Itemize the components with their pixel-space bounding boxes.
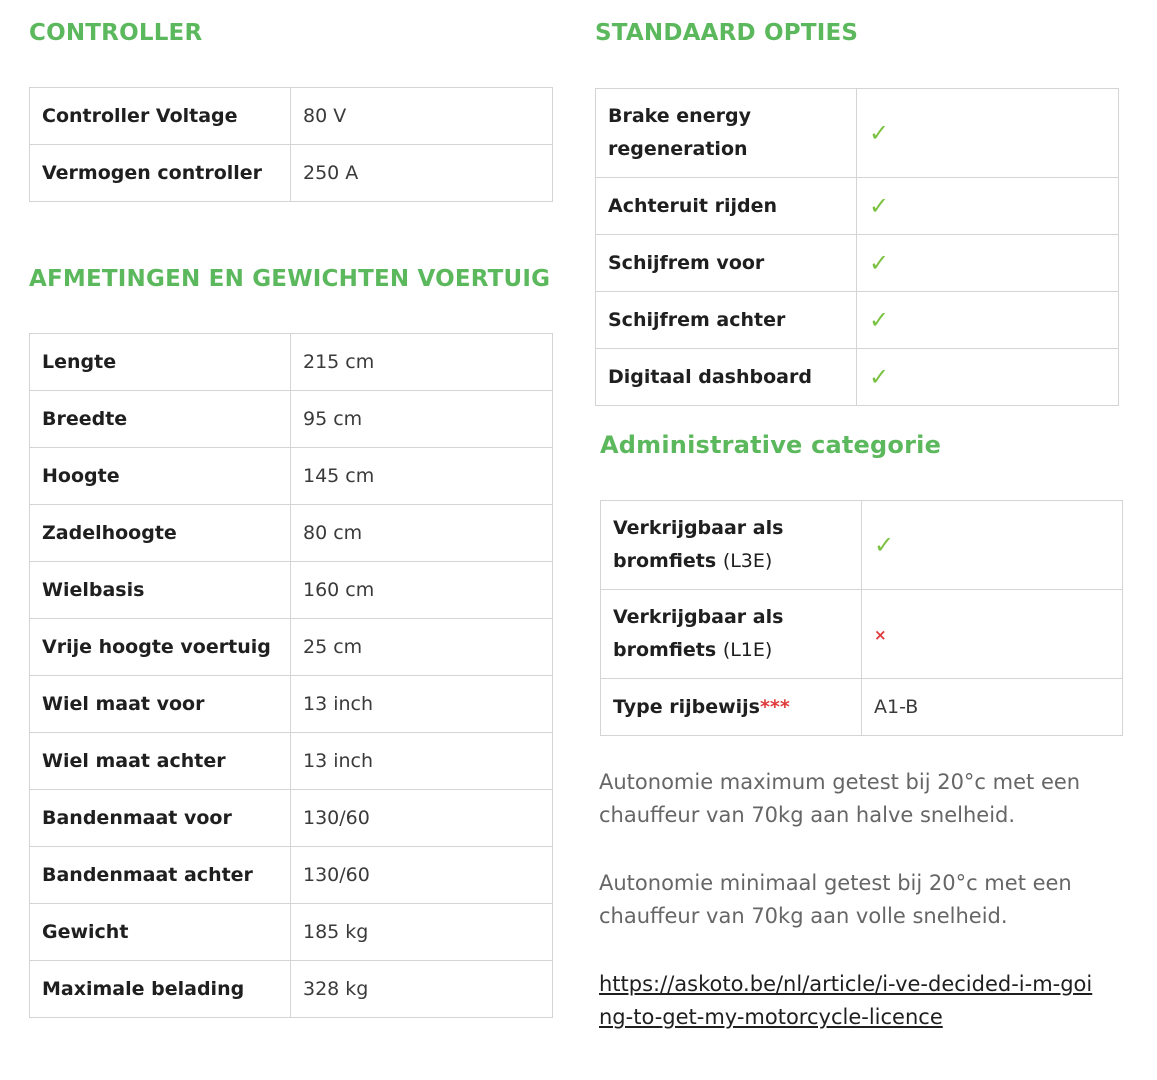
table-row xyxy=(30,88,553,145)
spec-value: 13 inch xyxy=(291,676,553,733)
checkmark-icon: ✓ xyxy=(869,363,890,391)
spec-value xyxy=(862,590,1123,679)
dimensions-table xyxy=(29,333,553,1018)
dimensions-heading: AFMETINGEN EN GEWICHTEN VOERTUIG xyxy=(29,266,551,292)
spec-value xyxy=(857,89,1119,178)
spec-value: 185 kg xyxy=(291,904,553,961)
spec-value: 145 cm xyxy=(291,448,553,505)
spec-value: 80 cm xyxy=(291,505,553,562)
spec-value: 95 cm xyxy=(291,391,553,448)
spec-label: Lengte xyxy=(30,334,291,391)
label-line: bromfiets xyxy=(613,550,717,572)
standard-options-heading: STANDAARD OPTIES xyxy=(595,20,859,46)
spec-label: Wiel maat achter xyxy=(30,733,291,790)
label-line: bromfiets xyxy=(613,639,717,661)
spec-label: Breedte xyxy=(30,391,291,448)
table-row xyxy=(596,292,1119,349)
spec-label: Bandenmaat voor xyxy=(30,790,291,847)
spec-value: A1-B xyxy=(862,679,1123,736)
spec-label xyxy=(601,679,862,736)
label-line: Verkrijgbaar als xyxy=(613,606,784,628)
spec-value: 130/60 xyxy=(291,847,553,904)
table-row xyxy=(30,562,553,619)
spec-label: Vrije hoogte voertuig xyxy=(30,619,291,676)
spec-value: 328 kg xyxy=(291,961,553,1018)
spec-label: Digitaal dashboard xyxy=(596,349,857,406)
spec-value: 130/60 xyxy=(291,790,553,847)
label-text: Type rijbewijs xyxy=(613,695,760,718)
controller-table xyxy=(29,87,553,202)
min-range-note: Autonomie minimaal getest bij 20°c met een chauffeur van 70kg aan volle snelheid. xyxy=(599,871,1072,928)
table-row xyxy=(30,448,553,505)
table-row xyxy=(30,505,553,562)
table-row xyxy=(601,590,1123,679)
table-row xyxy=(30,961,553,1018)
spec-label: Wielbasis xyxy=(30,562,291,619)
table-row xyxy=(30,733,553,790)
spec-label: Vermogen controller xyxy=(30,145,291,202)
spec-value xyxy=(857,349,1119,406)
table-row xyxy=(596,349,1119,406)
table-row xyxy=(30,790,553,847)
table-row xyxy=(30,619,553,676)
checkmark-icon: ✓ xyxy=(874,531,895,559)
spec-label: Zadelhoogte xyxy=(30,505,291,562)
spec-value: 25 cm xyxy=(291,619,553,676)
spec-label: Achteruit rijden xyxy=(596,178,857,235)
table-row xyxy=(30,847,553,904)
spec-value xyxy=(857,178,1119,235)
table-row xyxy=(30,676,553,733)
table-row xyxy=(601,679,1123,736)
licence-article-link[interactable]: https://askoto.be/nl/article/i-ve-decided-i-m-going-to-get-my-motorcycle-licence xyxy=(599,972,1093,1029)
spec-value: 250 A xyxy=(291,145,553,202)
table-row xyxy=(30,145,553,202)
spec-label xyxy=(601,590,862,679)
cross-icon: × xyxy=(874,626,887,644)
spec-label: Schijfrem voor xyxy=(596,235,857,292)
spec-value: 215 cm xyxy=(291,334,553,391)
spec-value: 13 inch xyxy=(291,733,553,790)
controller-heading: CONTROLLER xyxy=(29,20,203,46)
label-line: regeneration xyxy=(608,138,748,160)
footnote-stars: *** xyxy=(759,695,790,718)
label-suffix: (L3E) xyxy=(722,550,773,572)
spec-label: Wiel maat voor xyxy=(30,676,291,733)
table-row xyxy=(30,334,553,391)
spec-value xyxy=(857,292,1119,349)
spec-label: Hoogte xyxy=(30,448,291,505)
table-row xyxy=(596,89,1119,178)
table-row xyxy=(30,391,553,448)
spec-value: 80 V xyxy=(291,88,553,145)
spec-label xyxy=(601,501,862,590)
label-suffix: (L1E) xyxy=(722,639,773,661)
spec-value xyxy=(862,501,1123,590)
checkmark-icon: ✓ xyxy=(869,192,890,220)
table-row xyxy=(601,501,1123,590)
spec-value: 160 cm xyxy=(291,562,553,619)
spec-label: Schijfrem achter xyxy=(596,292,857,349)
spec-label: Maximale belading xyxy=(30,961,291,1018)
spec-label: Controller Voltage xyxy=(30,88,291,145)
label-line: Brake energy xyxy=(608,105,751,127)
table-row xyxy=(596,178,1119,235)
label-line: Verkrijgbaar als xyxy=(613,517,784,539)
spec-value xyxy=(857,235,1119,292)
spec-label xyxy=(596,89,857,178)
table-row xyxy=(596,235,1119,292)
checkmark-icon: ✓ xyxy=(869,119,890,147)
spec-label: Gewicht xyxy=(30,904,291,961)
admin-table xyxy=(600,500,1123,736)
table-row xyxy=(30,904,553,961)
spec-label: Bandenmaat achter xyxy=(30,847,291,904)
standard-options-table xyxy=(595,88,1119,406)
checkmark-icon: ✓ xyxy=(869,306,890,334)
max-range-note: Autonomie maximum getest bij 20°c met een chauffeur van 70kg aan halve snelheid. xyxy=(599,770,1081,827)
checkmark-icon: ✓ xyxy=(869,249,890,277)
admin-heading: Administrative categorie xyxy=(600,431,942,459)
